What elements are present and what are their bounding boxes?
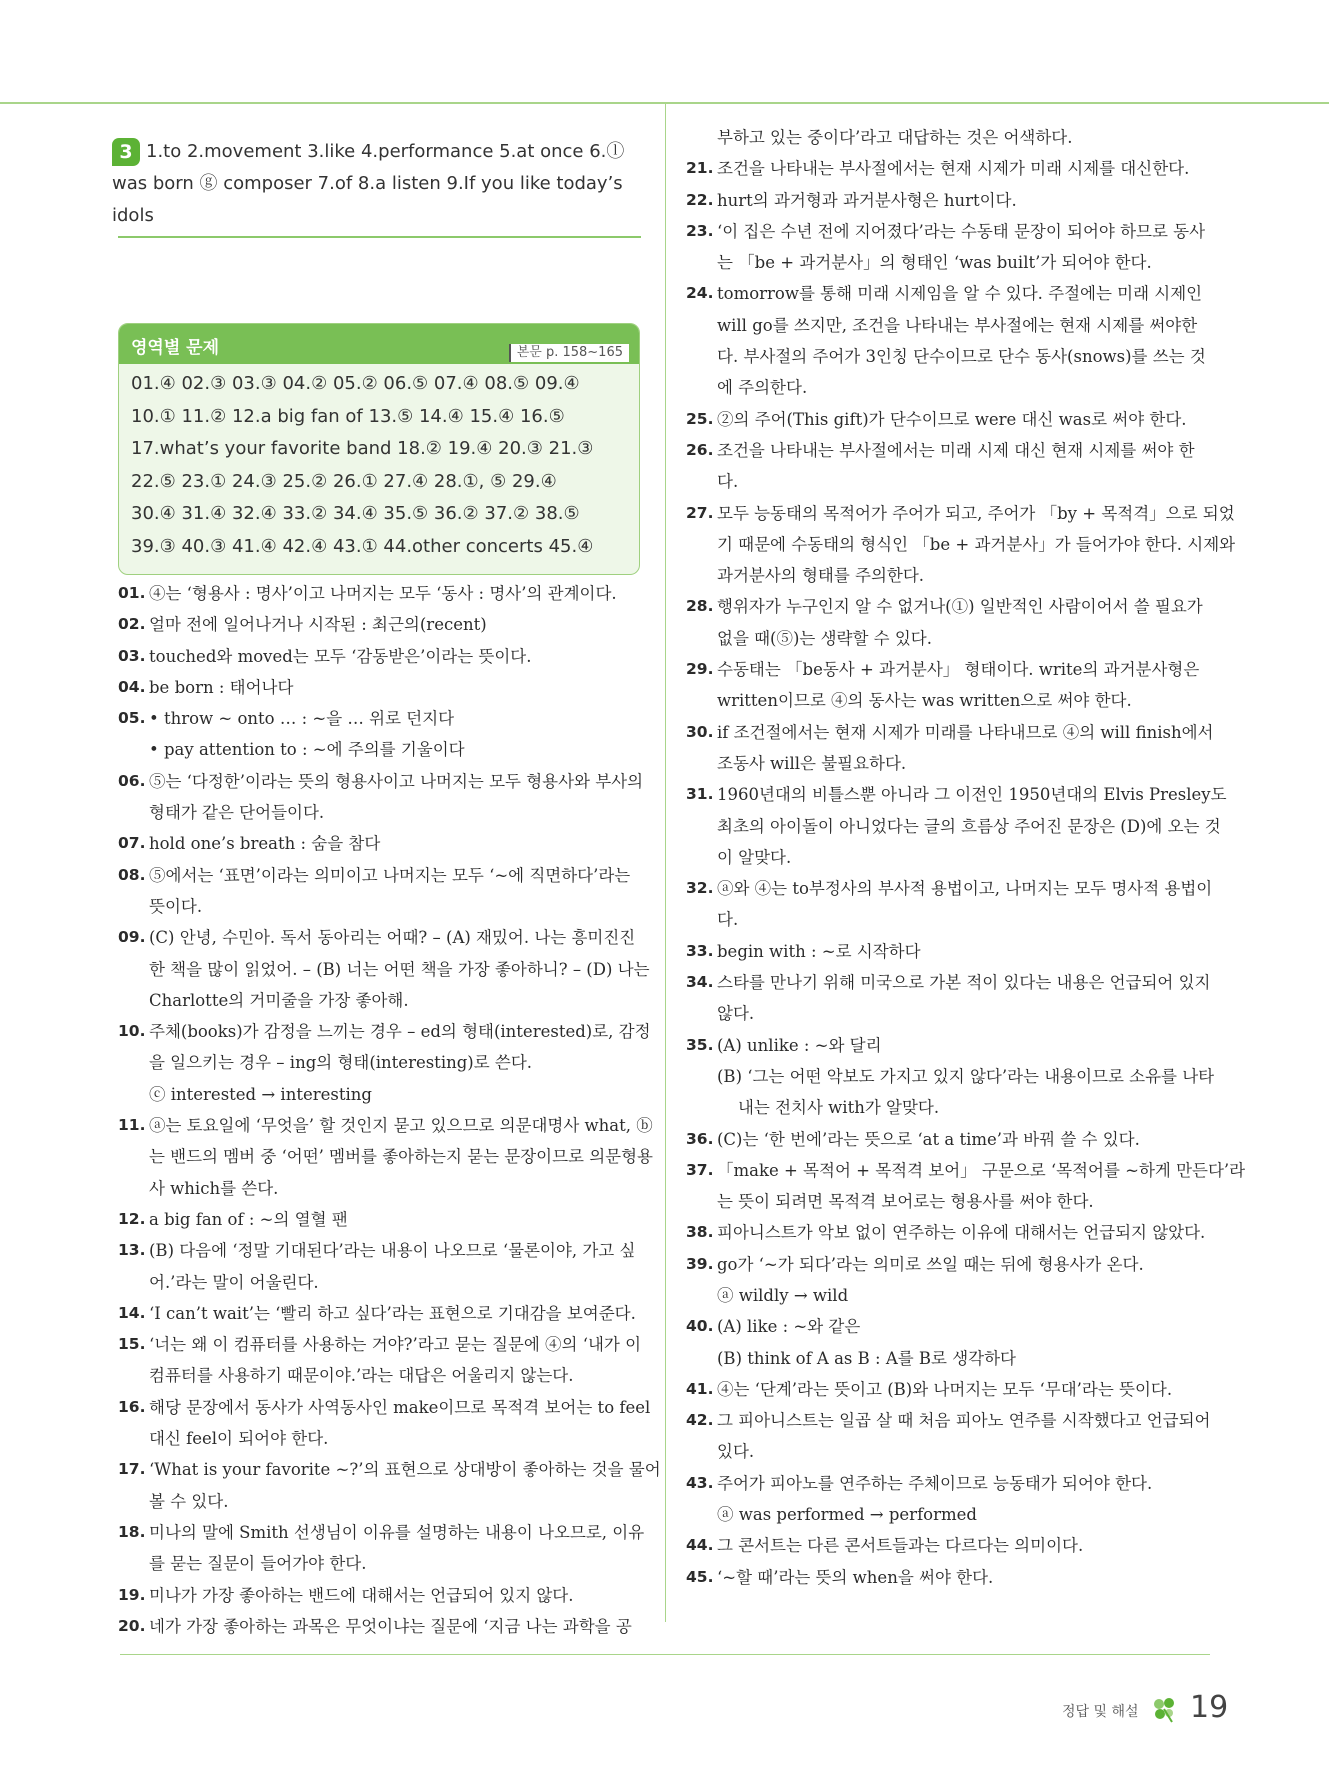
- explanation-line: (B) 다음에 ‘정말 기대된다’라는 내용이 나오므로 ‘물론이야, 가고 싶: [149, 1241, 636, 1261]
- explanation-line: touched와 moved는 모두 ‘감동받은’이라는 뜻이다.: [149, 646, 532, 666]
- explanation-line: ‘~할 때’라는 뜻의 when을 써야 한다.: [717, 1567, 994, 1587]
- explanation-line: 조동사 will은 불필요하다.: [717, 753, 907, 773]
- explanation-item: [686, 1124, 1211, 1155]
- item-number: 19.: [118, 1585, 146, 1604]
- item-number: 20.: [118, 1616, 146, 1635]
- item-number: 15.: [118, 1335, 146, 1354]
- explanation-line: 다.: [717, 910, 739, 930]
- explanation-item: [686, 1405, 1211, 1468]
- explanation-line: ⓐ는 토요일에 ‘무엇을’ 할 것인지 묻고 있으므로 의문대명사 what, ⓑ: [149, 1116, 653, 1136]
- right-column-explanations: [686, 122, 1246, 1593]
- explanation-item: [118, 1204, 640, 1235]
- explanation-line: 「make + 목적어 + 목적격 보어」 구문으로 ‘목적어를 ~하게 만든다’라: [717, 1160, 1246, 1180]
- item-number: 33.: [686, 941, 714, 960]
- explanation-line: hold one’s breath : 숨을 참다: [149, 834, 381, 854]
- answer-key-box: [118, 323, 640, 575]
- page-number: 19: [1190, 1690, 1229, 1725]
- answer-row: 17.what’s your favorite band 18.② 19.④ 20.③ 21.③: [131, 438, 594, 459]
- item-number: 44.: [686, 1536, 714, 1555]
- explanation-item: [686, 1217, 1211, 1248]
- item-number: 40.: [686, 1317, 714, 1336]
- explanation-line: 뜻이다.: [149, 896, 203, 916]
- explanation-line: 형태가 같은 단어들이다.: [149, 803, 325, 823]
- explanation-line: ⑤는 ‘다정한’이라는 뜻의 형용사이고 나머지는 모두 형용사와 부사의: [149, 771, 644, 791]
- explanation-line: 을 일으키는 경우 – ing의 형태(interesting)로 쓴다.: [149, 1053, 533, 1073]
- explanation-item: [118, 703, 640, 766]
- explanation-line: (B) think of A as B : A를 B로 생각하다: [717, 1348, 1016, 1368]
- explanation-item: [686, 717, 1214, 780]
- explanation-item: [686, 654, 1211, 717]
- explanation-line: 이 알맞다.: [717, 847, 792, 867]
- answer-row: 22.⑤ 23.① 24.③ 25.② 26.① 27.④ 28.①, ⑤ 29.④: [131, 470, 557, 492]
- footer-label: 정답 및 해설: [1062, 1704, 1139, 1720]
- explanation-line: (C) 안녕, 수민아. 독서 동아리는 어때? – (A) 재밌어. 나는 흥미진진: [149, 928, 636, 948]
- explanation-item: [118, 828, 640, 859]
- explanation-item: [686, 435, 1211, 498]
- explanation-item: [118, 609, 640, 640]
- explanation-line: if 조건절에서는 현재 시제가 미래를 나타내므로 ④의 will finish에서: [717, 722, 1214, 742]
- item-number: 26.: [686, 440, 714, 459]
- explanation-item: [118, 1235, 640, 1298]
- explanation-line: 피아니스트가 악보 없이 연주하는 이유에 대해서는 언급되지 않았다.: [717, 1223, 1206, 1243]
- explanation-item: [686, 216, 1211, 279]
- explanation-line: go가 ‘~가 되다’라는 의미로 쓰일 때는 뒤에 형용사가 온다.: [717, 1254, 1144, 1274]
- explanation-line: 그 콘서트는 다른 콘서트들과는 다르다는 의미이다.: [717, 1536, 1084, 1556]
- explanation-item: [118, 641, 640, 672]
- explanation-item: [686, 873, 1211, 936]
- explanation-line: ⓐ was performed → performed: [717, 1505, 977, 1525]
- explanation-item: [118, 1110, 653, 1204]
- answer-row: 01.④ 02.③ 03.③ 04.② 05.② 06.⑤ 07.④ 08.⑤ 09.④: [131, 373, 580, 394]
- answer-row: 30.④ 31.④ 32.④ 33.② 34.④ 35.⑤ 36.② 37.② 38.⑤: [131, 503, 580, 524]
- answer-row: 10.① 11.② 12.a big fan of 13.⑤ 14.④ 15.④ 16.⑤: [131, 405, 565, 427]
- item-number: 35.: [686, 1035, 714, 1054]
- item-number: 21.: [686, 159, 714, 178]
- explanation-item: [118, 1298, 640, 1329]
- explanation-line: ‘이 집은 수년 전에 지어졌다’라는 수동태 문장이 되어야 하므로 동사: [717, 221, 1206, 241]
- explanation-line: (A) unlike : ~와 달리: [717, 1035, 882, 1055]
- answer-key-header: [119, 324, 639, 364]
- explanation-item: [686, 967, 1211, 1030]
- explanation-line: • pay attention to : ~에 주의를 기울이다: [149, 740, 465, 760]
- item-number: 38.: [686, 1223, 714, 1242]
- section-badge: 3: [112, 138, 140, 166]
- explanation-line: begin with : ~로 시작하다: [717, 941, 921, 961]
- explanation-line: 어.’라는 말이 어울린다.: [149, 1272, 319, 1292]
- item-number: 07.: [118, 834, 146, 853]
- item-number: 39.: [686, 1254, 714, 1273]
- answer-row: 39.③ 40.③ 41.④ 42.④ 43.① 44.other concerts 45.④: [131, 535, 594, 557]
- explanation-line: • throw ~ onto … : ~을 … 위로 던지다: [149, 709, 455, 729]
- explanation-item: [118, 1580, 640, 1611]
- item-number: 28.: [686, 597, 714, 616]
- explanation-line: ⑤에서는 ‘표면’이라는 의미이고 나머지는 모두 ‘~에 직면하다’라는: [149, 865, 631, 885]
- item-number: 29.: [686, 660, 714, 679]
- clover-icon: [1150, 1695, 1178, 1723]
- explanation-item: [686, 936, 1211, 967]
- section-3-text: 1.to 2.movement 3.like 4.performance 5.at once 6.ⓛ was born ⓖ composer 7.of 8.a listen 9.If you like today’s idols: [112, 141, 625, 226]
- explanation-line: be born : 태어나다: [149, 677, 294, 697]
- explanation-line: ‘너는 왜 이 컴퓨터를 사용하는 거야?’라고 묻는 질문에 ④의 ‘내가 이: [149, 1335, 642, 1355]
- item-number: 31.: [686, 785, 714, 804]
- explanation-line: 얼마 전에 일어나거나 시작된 : 최근의(recent): [149, 615, 487, 635]
- item-number: 06.: [118, 771, 146, 790]
- explanation-item: [686, 278, 1211, 403]
- explanation-item: [686, 779, 1227, 873]
- explanation-line: a big fan of : ~의 열혈 팬: [149, 1209, 348, 1229]
- explanation-line: 모두 능동태의 목적어가 주어가 되고, 주어가 「by + 목적격」으로 되었: [717, 503, 1235, 523]
- explanation-line: 행위자가 누구인지 알 수 없거나(①) 일반적인 사람이어서 쓸 필요가: [717, 597, 1203, 617]
- explanation-line: written이므로 ④의 동사는 was written으로 써야 한다.: [717, 691, 1132, 711]
- section-3-underline: [118, 236, 641, 238]
- explanation-line: 최초의 아이돌이 아니었다는 글의 흐름상 주어진 문장은 (D)에 오는 것: [717, 816, 1221, 836]
- answer-key-title: 영역별 문제: [131, 338, 220, 358]
- explanation-line: 있다.: [717, 1442, 755, 1462]
- explanation-line: ‘What is your favorite ~?’의 표현으로 상대방이 좋아하는 것을 물어: [149, 1460, 661, 1480]
- explanation-line: 에 주의한다.: [717, 378, 808, 398]
- explanation-line: ⓐ와 ④는 to부정사의 부사적 용법이고, 나머지는 모두 명사적 용법이: [717, 879, 1213, 899]
- explanation-line: ④는 ‘형용사 : 명사’이고 나머지는 모두 ‘동사 : 명사’의 관계이다.: [149, 584, 617, 603]
- bottom-divider: [120, 1654, 1210, 1655]
- explanation-line: tomorrow를 통해 미래 시제임을 알 수 있다. 주절에는 미래 시제인: [717, 284, 1203, 304]
- explanation-line: 해당 문장에서 동사가 사역동사인 make이므로 목적격 보어는 to feel: [149, 1397, 651, 1417]
- explanation-line: ⓐ wildly → wild: [717, 1285, 849, 1305]
- explanation-item: [118, 1329, 640, 1392]
- item-number: 30.: [686, 722, 714, 741]
- explanation-item: [686, 591, 1211, 654]
- item-number: 24.: [686, 284, 714, 303]
- explanation-item: [686, 1155, 1246, 1218]
- item-number: 10.: [118, 1022, 146, 1041]
- page-reference: 본문 p. 158~165: [509, 344, 629, 362]
- section-3-answers: [112, 136, 642, 232]
- explanation-line: ⓒ interested → interesting: [149, 1084, 372, 1104]
- item-number: 27.: [686, 503, 714, 522]
- explanation-line: (C)는 ‘한 번에’라는 뜻으로 ‘at a time’과 바꿔 쓸 수 있다.: [717, 1129, 1140, 1149]
- item-number: 43.: [686, 1473, 714, 1492]
- item-number: 18.: [118, 1522, 146, 1541]
- explanation-item: [118, 766, 644, 829]
- explanation-line: 기 때문에 수동태의 형식인 「be + 과거분사」가 들어가야 한다. 시제와: [717, 534, 1236, 554]
- item-number: 12.: [118, 1209, 146, 1228]
- explanation-line: 과거분사의 형태를 주의한다.: [717, 566, 925, 586]
- explanation-item: [118, 1016, 651, 1110]
- item-number: 36.: [686, 1129, 714, 1148]
- item-number: 45.: [686, 1567, 714, 1586]
- explanation-line: (A) like : ~와 같은: [717, 1317, 861, 1337]
- explanation-item: [118, 1611, 640, 1642]
- explanation-item: [686, 1030, 1215, 1124]
- explanation-item: [118, 1454, 661, 1517]
- item-number: 41.: [686, 1379, 714, 1398]
- explanation-item: [686, 185, 1211, 216]
- explanation-line: 네가 가장 좋아하는 과목은 무엇이냐는 질문에 ‘지금 나는 과학을 공: [149, 1616, 632, 1636]
- explanation-item: [686, 1562, 1211, 1593]
- item-number: 01.: [118, 584, 146, 602]
- item-number: 34.: [686, 973, 714, 992]
- explanation-line: 주어가 피아노를 연주하는 주체이므로 능동태가 되어야 한다.: [717, 1473, 1153, 1493]
- explanation-line: Charlotte의 거미줄을 가장 좋아해.: [149, 990, 409, 1010]
- explanation-line: 미나가 가장 좋아하는 밴드에 대해서는 언급되어 있지 않다.: [149, 1585, 574, 1605]
- explanation-line: 컴퓨터를 사용하기 때문이야.’라는 대답은 어울리지 않는다.: [149, 1366, 574, 1386]
- explanation-line: will go를 쓰지만, 조건을 나타내는 부사절에는 현재 시제를 써야한: [717, 315, 1198, 335]
- item-number: 02.: [118, 615, 146, 634]
- explanation-line: 스타를 만나기 위해 미국으로 가본 적이 있다는 내용은 언급되어 있지: [717, 973, 1211, 993]
- explanation-line: ②의 주어(This gift)가 단수이므로 were 대신 was로 써야 한다.: [717, 409, 1187, 429]
- explanation-line: 다.: [717, 472, 739, 492]
- item-number: 11.: [118, 1116, 146, 1135]
- explanation-line: 없을 때(⑤)는 생략할 수 있다.: [717, 628, 932, 648]
- column-divider: [665, 104, 666, 1622]
- explanation-line: 조건을 나타내는 부사절에서는 미래 시제 대신 현재 시제를 써야 한: [717, 440, 1195, 460]
- item-number: 08.: [118, 865, 146, 884]
- item-number: 23.: [686, 221, 714, 240]
- item-number: 16.: [118, 1397, 146, 1416]
- explanation-line: 대신 feel이 되어야 한다.: [149, 1429, 329, 1449]
- explanation-item: [118, 922, 650, 1016]
- item-number: 03.: [118, 646, 146, 665]
- explanation-item: [118, 860, 640, 923]
- explanation-line: 다. 부사절의 주어가 3인칭 단수이므로 단수 동사(snows)를 쓰는 것: [717, 347, 1206, 367]
- explanation-line: 1960년대의 비틀스뿐 아니라 그 이전인 1950년대의 Elvis Presley도: [717, 785, 1227, 805]
- explanation-line: 는 뜻이 되려면 목적격 보어로는 형용사를 써야 한다.: [717, 1192, 1094, 1212]
- explanation-line: 볼 수 있다.: [149, 1491, 229, 1511]
- explanation-line: ‘I can’t wait’는 ‘빨리 하고 싶다’라는 표현으로 기대감을 보여준다.: [149, 1303, 636, 1323]
- item-number: 14.: [118, 1303, 146, 1322]
- explanation-item: [118, 1392, 651, 1455]
- explanation-item: [118, 578, 640, 609]
- explanation-line: 않다.: [717, 1004, 755, 1024]
- item-number: 09.: [118, 928, 146, 947]
- explanation-line: ④는 ‘단계’라는 뜻이고 (B)와 나머지는 모두 ‘무대’라는 뜻이다.: [717, 1379, 1173, 1399]
- explanation-line: hurt의 과거형과 과거분사형은 hurt이다.: [717, 190, 1017, 210]
- explanation-item: [686, 1249, 1211, 1312]
- item-number: 37.: [686, 1160, 714, 1179]
- explanation-line: 수동태는 「be동사 + 과거분사」 형태이다. write의 과거분사형은: [717, 660, 1200, 680]
- item-number: 22.: [686, 190, 714, 209]
- explanation-line: 를 묻는 질문이 들어가야 한다.: [149, 1554, 367, 1574]
- explanation-line: 조건을 나타내는 부사절에서는 현재 시제가 미래 시제를 대신한다.: [717, 159, 1190, 179]
- explanation-line: 내는 전치사 with가 알맞다.: [717, 1098, 940, 1118]
- explanation-item: [686, 498, 1236, 592]
- left-column-explanations: [118, 578, 661, 1642]
- item-number: 42.: [686, 1411, 714, 1430]
- explanation-line: 그 피아니스트는 일곱 살 때 처음 피아노 연주를 시작했다고 언급되어: [717, 1411, 1211, 1431]
- explanation-line: 는 밴드의 멤버 중 ‘어떤’ 멤버를 좋아하는지 묻는 문장이므로 의문형용: [149, 1147, 653, 1167]
- explanation-line: 사 which를 쓴다.: [149, 1178, 279, 1198]
- item-number: 13.: [118, 1241, 146, 1260]
- explanation-line: 미나의 말에 Smith 선생님이 이유를 설명하는 내용이 나오므로, 이유: [149, 1522, 645, 1542]
- item-number: 32.: [686, 879, 714, 898]
- explanation-line: 는 「be + 과거분사」의 형태인 ‘was built’가 되어야 한다.: [717, 253, 1152, 273]
- explanation-item: [686, 404, 1211, 435]
- item-number: 17.: [118, 1460, 146, 1479]
- explanation-item: [686, 1374, 1211, 1405]
- explanation-item: [686, 1530, 1211, 1561]
- explanation-item: [118, 672, 640, 703]
- explanation-line: (B) ‘그는 어떤 악보도 가지고 있지 않다’라는 내용이므로 소유를 나타: [717, 1066, 1215, 1086]
- item-number: 04.: [118, 677, 146, 696]
- explanation-item: [686, 1311, 1211, 1374]
- explanation-item: [118, 1517, 645, 1580]
- explanation-line: 주체(books)가 감정을 느끼는 경우 – ed의 형태(interested)로, 감정: [149, 1022, 651, 1042]
- explanation-item: [686, 153, 1211, 184]
- explanation-line: 한 책을 많이 읽었어. – (B) 너는 어떤 책을 가장 좋아하니? – (D) 나는: [149, 959, 650, 979]
- item-number: 25.: [686, 409, 714, 428]
- item-number: 05.: [118, 709, 146, 728]
- explanation-item: [686, 1468, 1211, 1531]
- continued-text: 부하고 있는 중이다’라고 대답하는 것은 어색하다.: [717, 128, 1073, 147]
- answer-key-body: [119, 364, 639, 563]
